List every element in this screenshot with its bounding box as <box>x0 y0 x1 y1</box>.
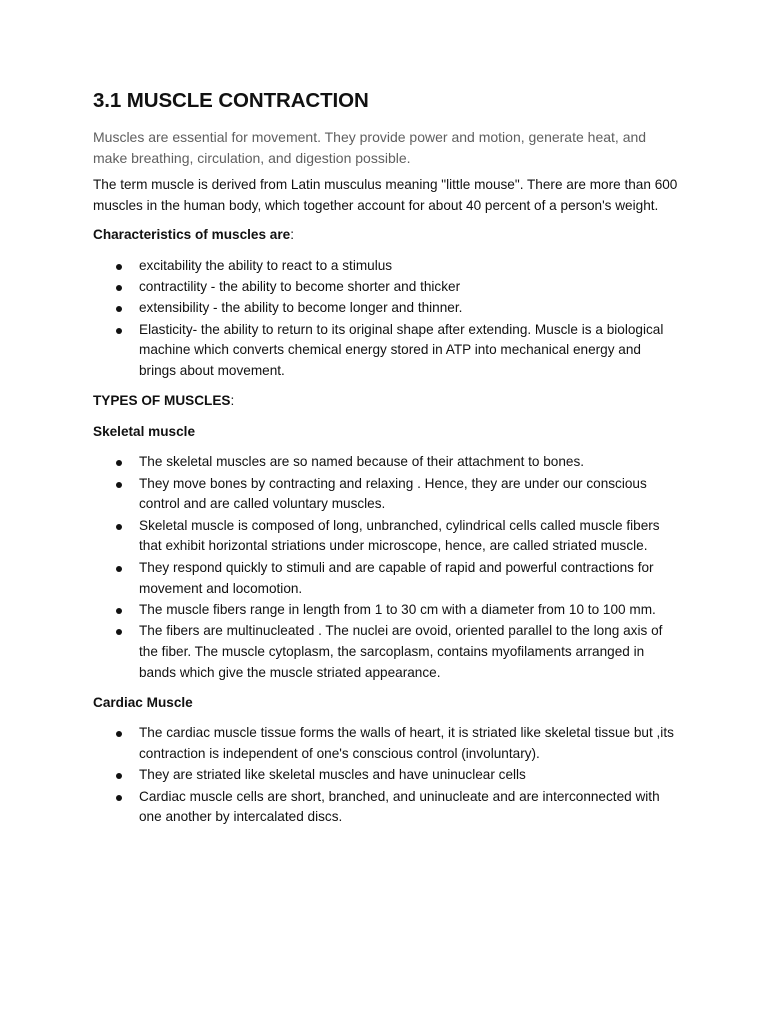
list-item-text: The fibers are multinucleated . The nuclei are ovoid, oriented parallel to the long axis of the fiber. The muscle cytoplasm, the sarcoplasm, contains myofilaments arranged in bands which give the muscle striated appearance. <box>139 623 663 680</box>
list-item-text: They respond quickly to stimuli and are capable of rapid and powerful contractions for movement and locomotion. <box>139 559 654 596</box>
page-title: 3.1 MUSCLE CONTRACTION <box>93 89 369 112</box>
list-item-text: excitability the ability to react to a stimulus <box>139 257 393 273</box>
bullet-icon <box>116 460 122 466</box>
characteristics-heading-text: Characteristics of muscles are <box>93 227 291 243</box>
list-item <box>93 621 678 683</box>
list-item-text: The cardiac muscle tissue forms the walls of heart, it is striated like skeletal tissue but ,its contraction is independent of one's conscious control (involuntary). <box>139 725 674 761</box>
bullet-icon <box>116 328 122 334</box>
list-item-text: They are striated like skeletal muscles and have uninuclear cells <box>139 767 526 783</box>
bullet-icon <box>116 306 122 312</box>
list-item-text: The skeletal muscles are so named because of their attachment to bones. <box>139 454 585 470</box>
list-item-text: They move bones by contracting and relaxing . Hence, they are under our conscious control and are called voluntary muscles. <box>139 475 647 512</box>
bullet-icon <box>116 482 122 488</box>
list-item <box>93 277 678 298</box>
bullet-icon <box>116 524 122 530</box>
list-item-text: contractility - the ability to become shorter and thicker <box>139 279 461 295</box>
list-item <box>93 452 678 473</box>
characteristics-heading-colon: : <box>290 227 294 243</box>
cardiac-heading-text: Cardiac Muscle <box>93 694 193 710</box>
cardiac-list <box>93 723 678 828</box>
list-item <box>93 320 678 382</box>
characteristics-heading <box>93 225 678 246</box>
bullet-icon <box>116 773 122 779</box>
list-item <box>93 787 678 829</box>
bullet-icon <box>116 608 122 614</box>
bullet-icon <box>116 285 122 291</box>
list-item-text: Skeletal muscle is composed of long, unbranched, cylindrical cells called muscle fibers that exhibit horizontal striations under microscope, hence, are called striated muscle. <box>139 517 660 554</box>
bullet-icon <box>116 566 122 572</box>
cardiac-heading <box>93 693 678 714</box>
list-item <box>93 558 678 600</box>
bullet-icon <box>116 731 122 737</box>
skeletal-list <box>93 452 678 683</box>
intro-paragraph: Muscles are essential for movement. They provide power and motion, generate heat, and make breathing, circulation, and digestion possible. <box>93 129 647 166</box>
list-item <box>93 765 678 786</box>
skeletal-heading <box>93 422 678 443</box>
list-item-text: Cardiac muscle cells are short, branched, and uninucleate and are interconnected with one another by intercalated discs. <box>139 788 660 825</box>
bullet-icon <box>116 264 122 270</box>
types-heading-colon: : <box>230 393 235 409</box>
list-item <box>93 474 678 516</box>
bullet-icon <box>116 795 122 801</box>
list-item-text: Elasticity- the ability to return to its original shape after extending. Muscle is a biological machine which converts chemical energy stored in ATP into mechanical energy and brings about movement. <box>139 321 664 379</box>
bullet-icon <box>116 629 122 635</box>
characteristics-list <box>93 256 678 382</box>
etymology-paragraph: The term muscle is derived from Latin musculus meaning "little mouse". There are more than 600 muscles in the human body, which together account for about 40 percent of a person's weight. <box>93 177 678 213</box>
list-item-text: The muscle fibers range in length from 1 to 30 cm with a diameter from 10 to 100 mm. <box>139 601 656 617</box>
skeletal-heading-text: Skeletal muscle <box>93 423 196 439</box>
list-item <box>93 516 678 558</box>
types-heading-text: TYPES OF MUSCLES <box>93 393 231 409</box>
list-item-text: extensibility - the ability to become longer and thinner. <box>139 300 463 316</box>
types-heading <box>93 391 678 412</box>
list-item <box>93 298 678 319</box>
list-item <box>93 723 678 765</box>
document-page <box>93 88 678 837</box>
list-item <box>93 600 678 621</box>
list-item <box>93 256 678 277</box>
